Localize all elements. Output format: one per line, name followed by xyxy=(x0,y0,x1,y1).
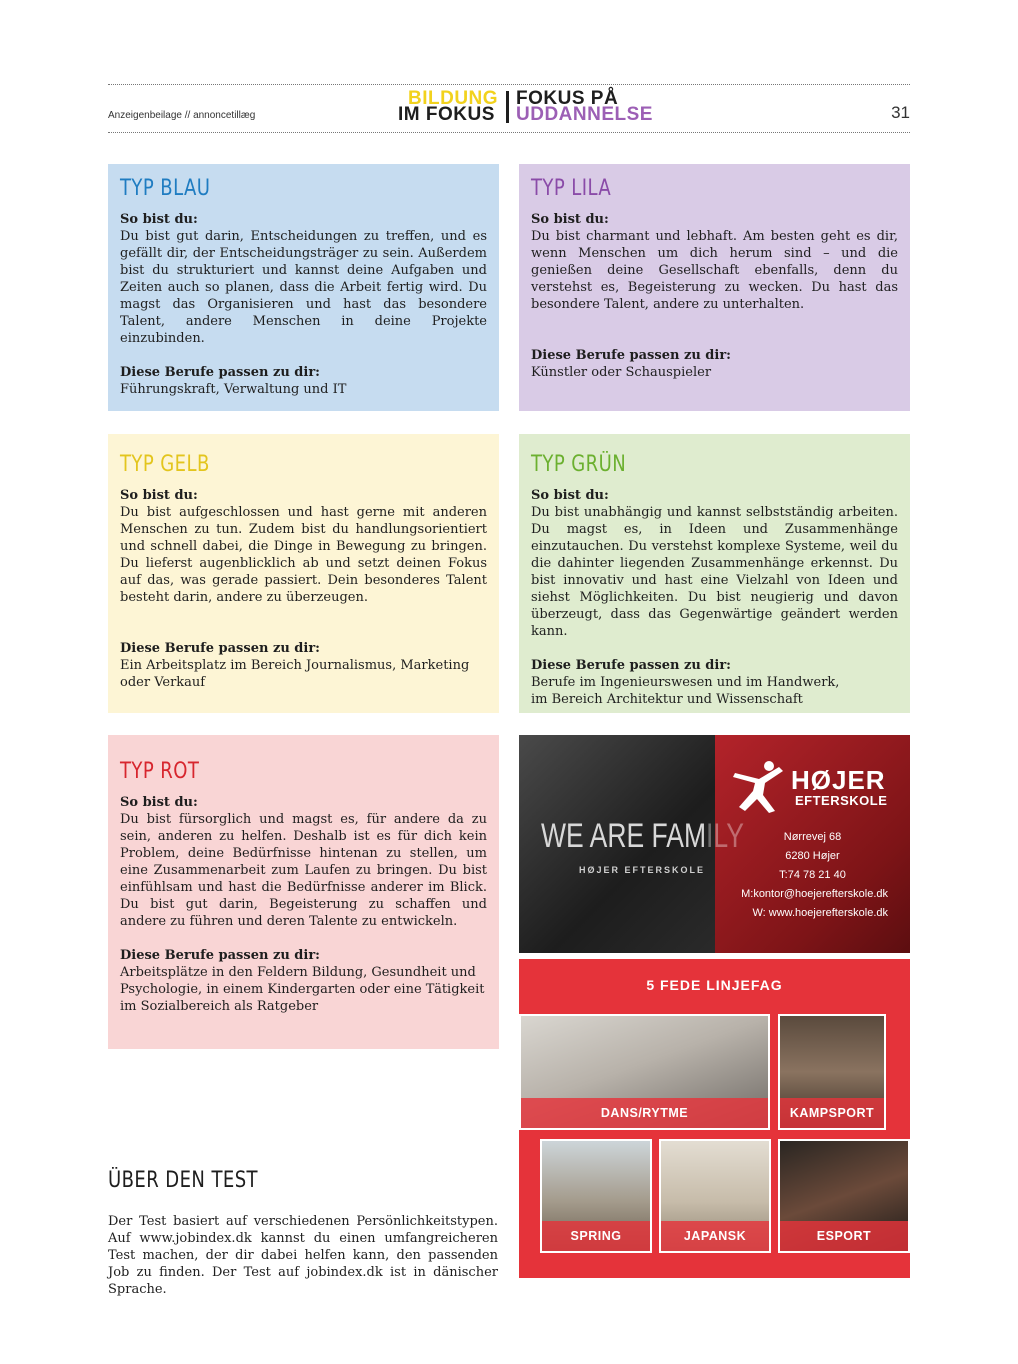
so-bist-du-label: So bist du: xyxy=(120,488,198,503)
type-title: TYP GELB xyxy=(120,452,210,477)
type-description: Du bist unabhängig und kannst selbstständig arbeiten. Du magst es, in Ideen und Zusammenhänge einzutauchen. Du verstehst komplexe Systeme, weil du die dahinter liegenden Zusammenhänge erkennst. Du bist innovativ und hast eine Vielzahl von Ideen und siehst Möglichkeiten. Du bist neugierig und davon überzeugt, dass das Gegenwärtige geändert werden kann. xyxy=(531,505,898,639)
address-street: Nørrevej 68 xyxy=(783,831,842,843)
jobs-label: Diese Berufe passen zu dir: xyxy=(120,641,320,656)
ad-slogan: WE ARE FAMILY xyxy=(541,817,744,855)
type-description: Du bist charmant und lebhaft. Am besten geht es dir, wenn Menschen um dich herum sind – und die genießen deine Gesellschaft ebenfalls, denn du verstehst es, Begeisterung zu wecken. Du hast das besondere Talent, andere zu unterhalten. xyxy=(531,229,898,312)
subject-tile-japansk[interactable] xyxy=(659,1139,771,1253)
subject-label: DANS/RYTME xyxy=(521,1098,768,1128)
school-subname: EFTERSKOLE xyxy=(795,793,888,808)
address-city: 6280 Højer xyxy=(785,850,840,862)
subject-tile-kampsport[interactable] xyxy=(778,1014,886,1130)
ad-school-banner[interactable] xyxy=(519,735,910,953)
type-description: Du bist fürsorglich und magst es, für andere da zu sein, anderen zu helfen. Deshalb ist es für dich kein Problem, deine Bedürfnisse hintenan zu stellen, um eine Zusammenarbeit zum Laufen zu bringen. Du bist einfühlsam und hast die Bedürfnisse anderer im Blick. Du bist gut darin, Begeisterung zu schaffen und andere zu führen und deren Talente zu entwickeln. xyxy=(120,812,487,929)
school-contact xyxy=(715,828,910,923)
subject-label: JAPANSK xyxy=(661,1221,769,1251)
type-title: TYP ROT xyxy=(120,759,200,784)
subject-tile-dans[interactable] xyxy=(519,1014,770,1130)
logo-de-line2: IM FOKUS xyxy=(398,104,495,125)
jobs-text: Führungskraft, Verwaltung und IT xyxy=(120,382,347,397)
jobs-text: Künstler oder Schauspieler xyxy=(531,365,712,380)
jobs-text: Arbeitsplätze in den Feldern Bildung, Gesundheit und Psychologie, in einem Kindergarten oder eine Tätigkeit im Sozialbereich als Ratgeber xyxy=(120,965,485,1014)
supplement-label: Anzeigenbeilage // annoncetillæg xyxy=(108,110,256,121)
magazine-logo xyxy=(398,90,668,126)
type-box-gruen xyxy=(519,434,910,713)
school-name: HØJER xyxy=(791,765,886,795)
subject-label: ESPORT xyxy=(780,1221,908,1251)
subject-tile-spring[interactable] xyxy=(540,1139,652,1253)
subject-label: KAMPSPORT xyxy=(780,1098,884,1128)
type-box-blau xyxy=(108,164,499,411)
type-box-gelb xyxy=(108,434,499,713)
type-box-lila xyxy=(519,164,910,411)
phone: T:74 78 21 40 xyxy=(779,869,846,881)
header-rule-bottom xyxy=(108,132,910,133)
logo-dk-line2: UDDANNELSE xyxy=(516,104,653,125)
so-bist-du-label: So bist du: xyxy=(120,795,198,810)
type-title: TYP GRÜN xyxy=(531,452,627,477)
email-link[interactable]: M:kontor@hoejerefterskole.dk xyxy=(741,888,888,900)
school-logo xyxy=(729,765,899,815)
jobs-label: Diese Berufe passen zu dir: xyxy=(120,948,320,963)
about-text: Der Test basiert auf verschiedenen Persönlichkeitstypen. Auf www.jobindex.dk kannst du einen umfangreicheren Test machen, der dir dabei helfen kann, den passenden Job zu finden. Der Test auf jobindex.dk ist in dänischer Sprache. xyxy=(108,1214,498,1297)
about-title: ÜBER DEN TEST xyxy=(108,1168,258,1193)
so-bist-du-label: So bist du: xyxy=(531,488,609,503)
subject-tile-esport[interactable] xyxy=(778,1139,910,1253)
type-title: TYP BLAU xyxy=(120,176,211,201)
so-bist-du-label: So bist du: xyxy=(120,212,198,227)
so-bist-du-label: So bist du: xyxy=(531,212,609,227)
type-title: TYP LILA xyxy=(531,176,612,201)
website-link[interactable]: W: www.hoejerefterskole.dk xyxy=(752,907,888,919)
jobs-label: Diese Berufe passen zu dir: xyxy=(531,348,731,363)
jobs-text: Ein Arbeitsplatz im Bereich Journalismus, Marketing oder Verkauf xyxy=(120,658,470,690)
type-box-rot xyxy=(108,735,499,1049)
jobs-text: Berufe im Ingenieurswesen und im Handwerk, im Bereich Architektur und Wissenschaft xyxy=(531,675,840,707)
type-description: Du bist gut darin, Entscheidungen zu treffen, und es gefällt dir, der Entscheidungsträger zu sein. Außerdem bist du strukturiert und kannst deine Aufgaben und Zeiten auch so planen, dass die Arbeit fertig wird. Du magst das Organisieren und hast das besondere Talent, andere Menschen in deine Projekte einzubinden. xyxy=(120,229,487,346)
logo-dk-line1: FOKUS PÅ xyxy=(516,88,619,109)
subject-label: SPRING xyxy=(542,1221,650,1251)
ad-subjects-panel xyxy=(519,959,910,1278)
page-number: 31 xyxy=(891,103,910,122)
type-description: Du bist aufgeschlossen und hast gerne mit anderen Menschen zu tun. Zudem bist du handlungsorientiert und schnell dabei, die Dinge in Bewegung zu bringen. Du lieferst augenblicklich ab und setzt deinen Fokus auf das, was gerade passiert. Dein besonderes Talent besteht darin, andere zu überzeugen. xyxy=(120,505,487,605)
dancer-logo-icon xyxy=(729,759,791,815)
logo-de-line1: BILDUNG xyxy=(408,88,499,109)
jobs-label: Diese Berufe passen zu dir: xyxy=(120,365,320,380)
jobs-label: Diese Berufe passen zu dir: xyxy=(531,658,731,673)
header-rule-top xyxy=(108,84,910,85)
subjects-title: 5 FEDE LINJEFAG xyxy=(646,977,783,993)
ad-shirt-text: HØJER EFTERSKOLE xyxy=(579,865,706,875)
logo-divider xyxy=(506,91,509,123)
